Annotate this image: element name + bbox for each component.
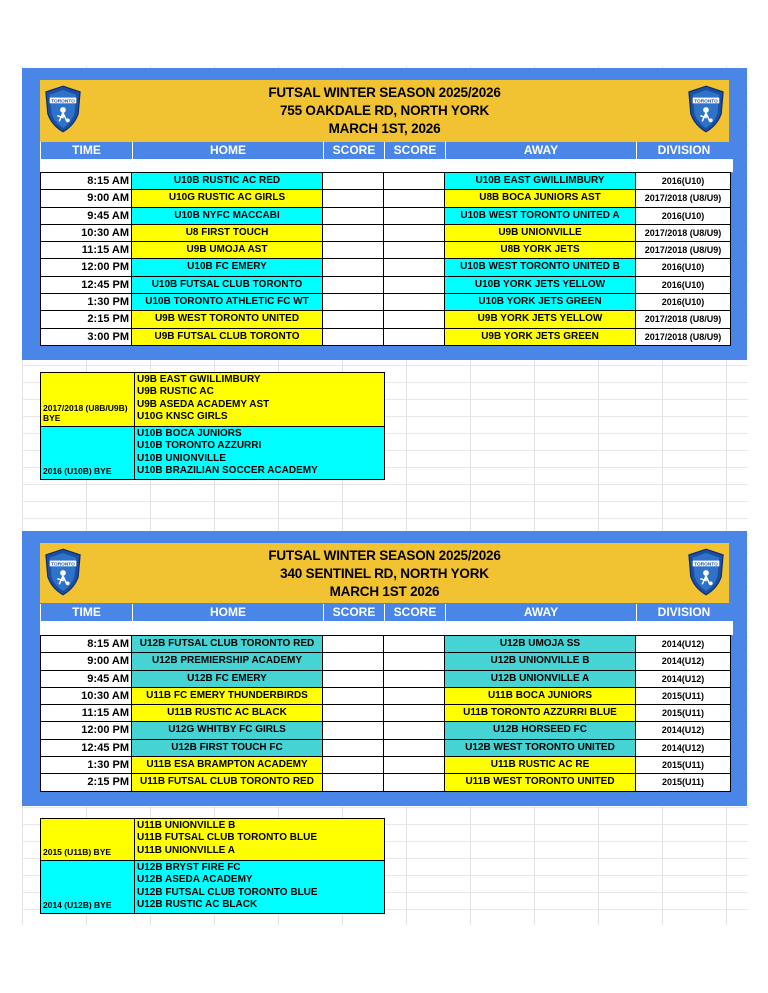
game-date: MARCH 1ST 2026 — [329, 584, 440, 599]
bye-team: U10B BOCA JUNIORS — [137, 428, 242, 439]
season-title: FUTSAL WINTER SEASON 2025/2026 — [268, 548, 501, 563]
away-score — [384, 294, 445, 310]
away-team: U9B UNIONVILLE — [445, 225, 636, 241]
table-row — [40, 757, 731, 774]
division: 2016(U10) — [636, 294, 731, 310]
away-score — [384, 774, 445, 790]
games-table — [40, 635, 731, 792]
table-row — [40, 740, 731, 757]
header-title-block — [40, 547, 729, 601]
home-team: U12B FC EMERY — [132, 671, 323, 687]
away-team: U12B HORSEED FC — [445, 722, 636, 738]
away-score — [384, 722, 445, 738]
away-score — [384, 190, 445, 206]
away-team: U10B YORK JETS GREEN — [445, 294, 636, 310]
col-division: DIVISION — [636, 142, 731, 159]
home-score — [323, 688, 384, 704]
game-time: 8:15 AM — [40, 173, 132, 189]
game-time: 12:45 PM — [40, 277, 132, 293]
away-score — [384, 740, 445, 756]
home-team: U9B UMOJA AST — [132, 242, 323, 258]
table-row — [40, 242, 731, 259]
spacer — [40, 159, 733, 172]
table-row — [40, 208, 731, 225]
table-row — [40, 190, 731, 207]
home-team: U11B ESA BRAMPTON ACADEMY — [132, 757, 323, 773]
col-score-home: SCORE — [323, 604, 384, 621]
bye-teams — [135, 819, 384, 860]
games-table — [40, 172, 731, 346]
bye-list-oakdale — [40, 372, 385, 480]
division: 2017/2018 (U8/U9) — [636, 329, 731, 345]
away-score — [384, 329, 445, 345]
table-row — [40, 774, 731, 791]
division: 2017/2018 (U8/U9) — [636, 311, 731, 327]
table-row — [40, 671, 731, 688]
game-time: 12:45 PM — [40, 740, 132, 756]
table-row — [40, 688, 731, 705]
away-score — [384, 757, 445, 773]
col-score-home: SCORE — [323, 142, 384, 159]
schedule-section-sentinel — [22, 531, 747, 806]
away-score — [384, 208, 445, 224]
header-band — [40, 543, 729, 603]
game-time: 2:15 PM — [40, 311, 132, 327]
toronto-logo-right — [687, 548, 725, 596]
bye-group — [41, 373, 384, 427]
table-row — [40, 173, 731, 190]
home-score — [323, 173, 384, 189]
schedule-section-oakdale — [22, 68, 747, 360]
home-score — [323, 653, 384, 669]
division: 2017/2018 (U8/U9) — [636, 242, 731, 258]
division: 2016(U10) — [636, 173, 731, 189]
away-team: U11B WEST TORONTO UNITED — [445, 774, 636, 790]
table-row — [40, 705, 731, 722]
away-score — [384, 259, 445, 275]
col-away: AWAY — [445, 142, 636, 159]
header-title-block — [40, 84, 729, 138]
home-score — [323, 636, 384, 652]
column-headers — [40, 142, 747, 159]
col-home: HOME — [132, 604, 323, 621]
game-time: 10:30 AM — [40, 225, 132, 241]
home-team: U8 FIRST TOUCH — [132, 225, 323, 241]
home-score — [323, 277, 384, 293]
col-time: TIME — [40, 604, 132, 621]
col-home: HOME — [132, 142, 323, 159]
home-score — [323, 740, 384, 756]
division: 2014(U12) — [636, 636, 731, 652]
column-headers — [40, 604, 747, 621]
home-team: U10B NYFC MACCABI — [132, 208, 323, 224]
home-team: U9B FUTSAL CLUB TORONTO — [132, 329, 323, 345]
spacer — [40, 621, 733, 635]
venue-address: 755 OAKDALE RD, NORTH YORK — [279, 103, 490, 118]
svg-text:TORONTO: TORONTO — [51, 99, 75, 105]
bye-team: U12B ASEDA ACADEMY — [137, 874, 253, 886]
bye-group — [41, 427, 384, 479]
game-time: 12:00 PM — [40, 259, 132, 275]
game-time: 1:30 PM — [40, 294, 132, 310]
table-row — [40, 311, 731, 328]
bye-list-sentinel — [40, 818, 385, 914]
game-time: 9:00 AM — [40, 190, 132, 206]
home-score — [323, 294, 384, 310]
division: 2015(U11) — [636, 774, 731, 790]
away-team: U8B YORK JETS — [445, 242, 636, 258]
bye-group — [41, 861, 384, 913]
home-score — [323, 259, 384, 275]
bye-team: U10B BRAZILIAN SOCCER ACADEMY — [137, 464, 318, 476]
division: 2016(U10) — [636, 208, 731, 224]
division: 2015(U11) — [636, 705, 731, 721]
division: 2014(U12) — [636, 722, 731, 738]
home-team: U11B FC EMERY THUNDERBIRDS — [132, 688, 323, 704]
bye-group — [41, 819, 384, 861]
division: 2016(U10) — [636, 259, 731, 275]
away-score — [384, 277, 445, 293]
away-score — [384, 173, 445, 189]
away-team: U9B YORK JETS GREEN — [445, 329, 636, 345]
home-score — [323, 774, 384, 790]
game-time: 9:00 AM — [40, 653, 132, 669]
toronto-logo-right — [687, 85, 725, 133]
home-team: U10B TORONTO ATHLETIC FC WT — [132, 294, 323, 310]
home-team: U12B FIRST TOUCH FC — [132, 740, 323, 756]
home-score — [323, 242, 384, 258]
home-team: U12B FUTSAL CLUB TORONTO RED — [132, 636, 323, 652]
bye-team: U9B RUSTIC AC — [137, 386, 214, 398]
bye-label: 2016 (U10B) BYE — [41, 427, 135, 479]
table-row — [40, 722, 731, 739]
home-team: U10B RUSTIC AC RED — [132, 173, 323, 189]
game-time: 9:45 AM — [40, 208, 132, 224]
table-row — [40, 294, 731, 311]
game-time: 2:15 PM — [40, 774, 132, 790]
home-team: U10B FC EMERY — [132, 259, 323, 275]
table-row — [40, 329, 731, 346]
division: 2015(U11) — [636, 688, 731, 704]
away-team: U10B WEST TORONTO UNITED B — [445, 259, 636, 275]
bye-team: U9B ASEDA ACADEMY AST — [137, 398, 270, 410]
bye-team: U11B FUTSAL CLUB TORONTO BLUE — [137, 832, 318, 844]
home-team: U11B FUTSAL CLUB TORONTO RED — [132, 774, 323, 790]
home-team: U12B PREMIERSHIP ACADEMY — [132, 653, 323, 669]
away-score — [384, 653, 445, 669]
col-division: DIVISION — [636, 604, 731, 621]
away-team: U11B BOCA JUNIORS — [445, 688, 636, 704]
game-time: 11:15 AM — [40, 242, 132, 258]
away-score — [384, 688, 445, 704]
division: 2014(U12) — [636, 740, 731, 756]
game-time: 8:15 AM — [40, 636, 132, 652]
division: 2017/2018 (U8/U9) — [636, 225, 731, 241]
col-score-away: SCORE — [384, 142, 445, 159]
division: 2014(U12) — [636, 653, 731, 669]
bye-team: U10B UNIONVILLE — [137, 452, 226, 464]
bye-label: 2014 (U12B) BYE — [41, 861, 135, 913]
home-team: U10G RUSTIC AC GIRLS — [132, 190, 323, 206]
away-score — [384, 311, 445, 327]
game-time: 1:30 PM — [40, 757, 132, 773]
away-score — [384, 636, 445, 652]
away-team: U11B TORONTO AZZURRI BLUE — [445, 705, 636, 721]
away-team: U12B UMOJA SS — [445, 636, 636, 652]
home-team: U10B FUTSAL CLUB TORONTO — [132, 277, 323, 293]
game-time: 11:15 AM — [40, 705, 132, 721]
division: 2014(U12) — [636, 671, 731, 687]
table-row — [40, 653, 731, 670]
home-score — [323, 190, 384, 206]
game-time: 9:45 AM — [40, 671, 132, 687]
home-team: U12G WHITBY FC GIRLS — [132, 722, 323, 738]
game-time: 10:30 AM — [40, 688, 132, 704]
home-score — [323, 722, 384, 738]
season-title: FUTSAL WINTER SEASON 2025/2026 — [268, 85, 501, 100]
division: 2016(U10) — [636, 277, 731, 293]
table-row — [40, 225, 731, 242]
home-team: U11B RUSTIC AC BLACK — [132, 705, 323, 721]
home-score — [323, 671, 384, 687]
bye-teams — [135, 373, 384, 426]
col-score-away: SCORE — [384, 604, 445, 621]
away-score — [384, 705, 445, 721]
home-score — [323, 225, 384, 241]
division: 2017/2018 (U8/U9) — [636, 190, 731, 206]
svg-text:TORONTO: TORONTO — [694, 562, 718, 568]
bye-label: 2015 (U11B) BYE — [41, 819, 135, 860]
bye-team: U12B BRYST FIRE FC — [137, 862, 241, 873]
away-team: U8B BOCA JUNIORS AST — [445, 190, 636, 206]
venue-address: 340 SENTINEL RD, NORTH YORK — [280, 566, 489, 581]
home-score — [323, 329, 384, 345]
game-date: MARCH 1ST, 2026 — [328, 121, 441, 136]
away-team: U12B UNIONVILLE A — [445, 671, 636, 687]
bye-team: U11B UNIONVILLE A — [137, 844, 235, 856]
header-band — [40, 80, 729, 142]
bye-teams — [135, 861, 384, 913]
svg-text:TORONTO: TORONTO — [694, 99, 718, 105]
bye-teams — [135, 427, 384, 479]
table-row — [40, 259, 731, 276]
division: 2015(U11) — [636, 757, 731, 773]
svg-text:TORONTO: TORONTO — [51, 562, 75, 568]
home-team: U9B WEST TORONTO UNITED — [132, 311, 323, 327]
home-score — [323, 311, 384, 327]
away-team: U12B UNIONVILLE B — [445, 653, 636, 669]
away-team: U12B WEST TORONTO UNITED — [445, 740, 636, 756]
away-team: U9B YORK JETS YELLOW — [445, 311, 636, 327]
col-away: AWAY — [445, 604, 636, 621]
away-team: U10B YORK JETS YELLOW — [445, 277, 636, 293]
home-score — [323, 757, 384, 773]
game-time: 12:00 PM — [40, 722, 132, 738]
bye-label: 2017/2018 (U8B/U9B) BYE — [41, 373, 135, 426]
bye-team: U12B FUTSAL CLUB TORONTO BLUE — [137, 886, 318, 898]
home-score — [323, 208, 384, 224]
table-row — [40, 277, 731, 294]
bye-team: U10B TORONTO AZZURRI — [137, 440, 262, 452]
away-team: U11B RUSTIC AC RE — [445, 757, 636, 773]
away-team: U10B EAST GWILLIMBURY — [445, 173, 636, 189]
away-score — [384, 671, 445, 687]
bye-team: U12B RUSTIC AC BLACK — [137, 898, 258, 910]
away-score — [384, 225, 445, 241]
table-row — [40, 636, 731, 653]
game-time: 3:00 PM — [40, 329, 132, 345]
away-team: U10B WEST TORONTO UNITED A — [445, 208, 636, 224]
away-score — [384, 242, 445, 258]
col-time: TIME — [40, 142, 132, 159]
bye-team: U11B UNIONVILLE B — [137, 820, 236, 831]
bye-team: U10G KNSC GIRLS — [137, 410, 228, 422]
bye-team: U9B EAST GWILLIMBURY — [137, 374, 261, 385]
home-score — [323, 705, 384, 721]
